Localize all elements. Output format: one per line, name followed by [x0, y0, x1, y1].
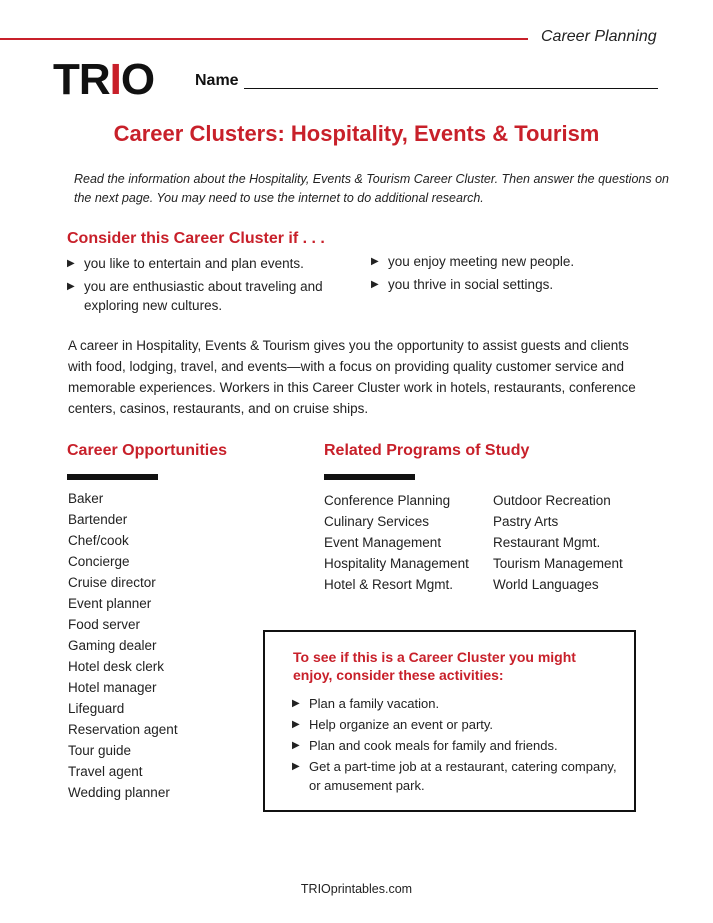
list-item: Food server: [68, 617, 141, 632]
triangle-right-icon: ▶: [292, 761, 300, 772]
consider-heading: Consider this Career Cluster if . . .: [67, 230, 325, 247]
list-item: Hotel desk clerk: [68, 659, 165, 674]
heading-underline: [67, 474, 158, 480]
list-item: ▶ you are enthusiastic about traveling and exploring new cultures.: [67, 279, 323, 313]
list-item: ▶ you enjoy meeting new people.: [371, 254, 575, 269]
career-opportunities-heading: Career Opportunities: [67, 442, 228, 459]
list-item: Pastry Arts: [493, 514, 559, 529]
list-item: Lifeguard: [68, 701, 125, 716]
list-item: ▶ Plan and cook meals for family and friends.: [292, 738, 558, 753]
related-programs-heading: Related Programs of Study: [324, 442, 530, 459]
list-item: Bartender: [68, 512, 128, 527]
consider-list-left: [67, 254, 352, 319]
list-item: Outdoor Recreation: [493, 493, 611, 508]
list-item: Travel agent: [68, 764, 143, 779]
list-item: Baker: [68, 491, 104, 506]
page-title: Career Clusters: Hospitality, Events & Tourism: [113, 121, 600, 146]
list-item: Hotel & Resort Mgmt.: [324, 577, 454, 592]
programs-list-col2: [493, 490, 623, 595]
footer-site: TRIOprintables.com: [300, 882, 413, 896]
triangle-right-icon: ▶: [67, 281, 75, 292]
list-item: Hospitality Management: [324, 556, 469, 571]
name-field-line[interactable]: [244, 88, 658, 89]
triangle-right-icon: ▶: [292, 740, 300, 751]
activities-list: [292, 694, 622, 797]
section-label: Career Planning: [541, 28, 657, 45]
list-item: ▶ Plan a family vacation.: [292, 696, 440, 711]
list-item: Hotel manager: [68, 680, 157, 695]
list-item: World Languages: [493, 577, 599, 592]
triangle-right-icon: ▶: [292, 719, 300, 730]
list-item: Tour guide: [68, 743, 132, 758]
consider-list-right: [371, 252, 671, 298]
cluster-description: A career in Hospitality, Events & Tourism gives you the opportunity to assist guests and clients with food, lodging, travel, and events—with a focus on providing quality customer service and memorable experiences. Workers in this Career Cluster work in hotels, restaurants, conference centers, casinos, restaurants, and on cruise ships.: [68, 338, 636, 416]
heading-underline: [324, 474, 415, 480]
triangle-right-icon: ▶: [67, 258, 75, 269]
list-item: Wedding planner: [68, 785, 170, 800]
list-item: Culinary Services: [324, 514, 430, 529]
list-item: Event planner: [68, 596, 152, 611]
list-item: ▶ Get a part-time job at a restaurant, catering company, or amusement park.: [292, 759, 617, 793]
intro-text: Read the information about the Hospitality, Events & Tourism Career Cluster. Then answer the questions on the next page. You may need to use the internet to do additional research.: [74, 172, 669, 205]
list-item: Gaming dealer: [68, 638, 157, 653]
triangle-right-icon: ▶: [292, 698, 300, 709]
activities-box: [263, 630, 636, 812]
programs-list-col1: [324, 490, 469, 595]
activities-heading: To see if this is a Career Cluster you might enjoy, consider these activities:: [293, 649, 576, 683]
triangle-right-icon: ▶: [371, 256, 379, 267]
header-rule: [0, 38, 528, 40]
list-item: Cruise director: [68, 575, 156, 590]
trio-logo: TRIO: [53, 55, 155, 104]
list-item: Tourism Management: [493, 556, 623, 571]
list-item: Conference Planning: [324, 493, 451, 508]
list-item: Chef/cook: [68, 533, 129, 548]
list-item: Concierge: [68, 554, 130, 569]
list-item: ▶ Help organize an event or party.: [292, 717, 494, 732]
list-item: Event Management: [324, 535, 442, 550]
list-item: ▶ you like to entertain and plan events.: [67, 256, 304, 271]
name-label: Name: [195, 72, 239, 89]
list-item: Reservation agent: [68, 722, 178, 737]
triangle-right-icon: ▶: [371, 279, 379, 290]
career-opportunities-list: [68, 488, 178, 803]
list-item: ▶ you thrive in social settings.: [371, 277, 554, 292]
list-item: Restaurant Mgmt.: [493, 535, 601, 550]
